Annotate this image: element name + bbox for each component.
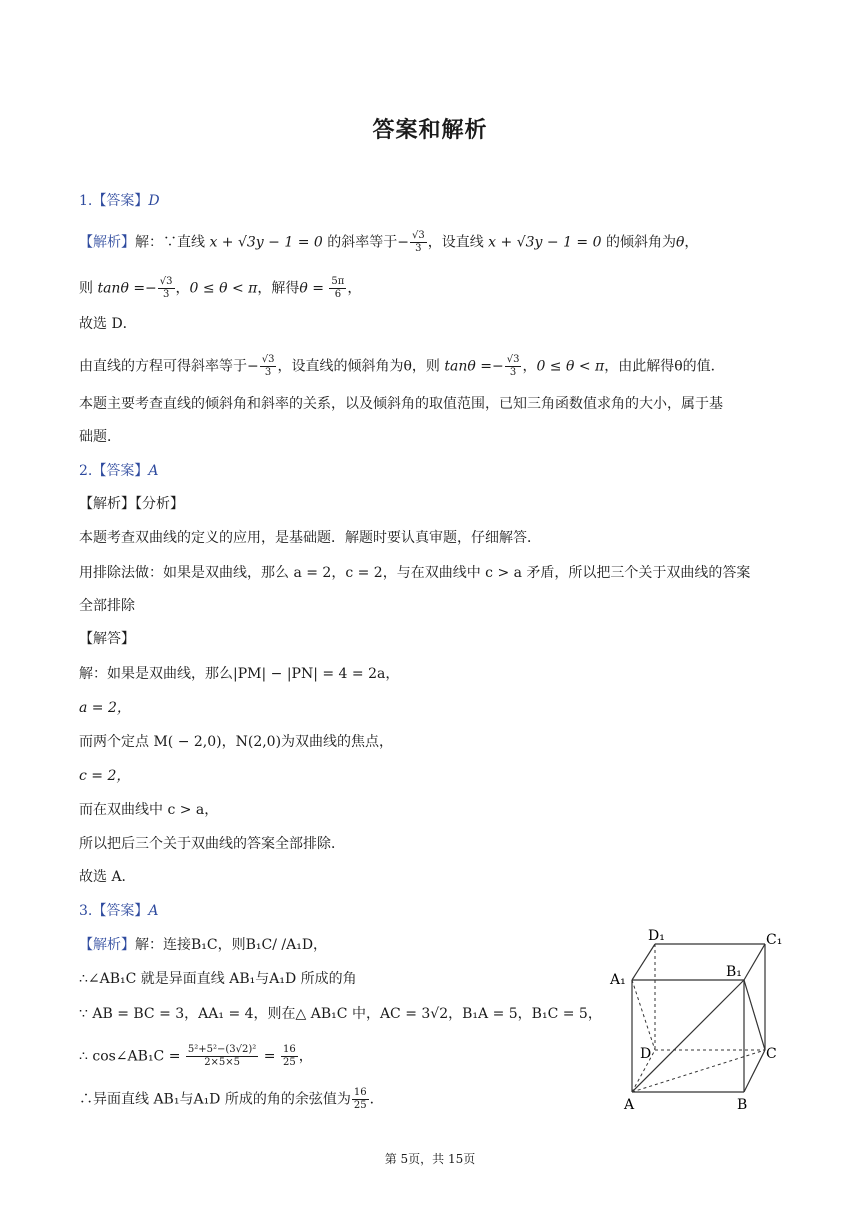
q1-tan: tanθ (444, 358, 476, 375)
q2-line8: 而两个定点 M( − 2,0)，N(2,0)为双曲线的焦点， (79, 734, 394, 750)
q3-jiexi-tag: 【解析】 (79, 937, 135, 953)
q3-answer: A (148, 903, 159, 919)
label-c1: C₁ (766, 932, 783, 948)
q1-answer-tag: 1.【答案】 (79, 193, 149, 209)
q1-jiexi-line1 (79, 230, 698, 255)
q1-theta: θ (299, 280, 308, 297)
label-a1: A₁ (610, 972, 626, 988)
q2-line3: 用排除法做：如果是双曲线，那么 a = 2，c = 2，与在双曲线中 c > a 矛盾，所以把三个关于双曲线的答案 (79, 565, 751, 581)
label-a: A (624, 1097, 635, 1113)
q3-answer-line (79, 901, 158, 921)
q3-answer-tag: 3.【答案】 (79, 903, 149, 919)
q3-line1 (79, 935, 327, 955)
q2-line5: 【解答】 (79, 631, 135, 647)
q1-text: ，设直线的倾斜角为θ，则 (277, 358, 445, 375)
q2-answer-line (79, 461, 158, 481)
q1-text: 的倾斜角为 (601, 234, 676, 251)
q2-answer-tag: 2.【答案】 (79, 463, 149, 479)
q1-line4 (79, 354, 725, 379)
q3-line3: ∵ AB = BC = 3，AA₁ = 4，则在△ AB₁C 中，AC = 3√2，B₁A = 5，B₁C = 5， (79, 1006, 602, 1022)
q1-text: 解：∵直线 (135, 234, 210, 251)
q3-result-fraction: $\frac{16}{25}$ (282, 1044, 296, 1068)
q2-line7: a = 2， (79, 700, 131, 716)
q1-text: ， (347, 280, 362, 297)
q1-text: 则 (79, 280, 98, 297)
q2-line10: 而在双曲线中 c > a， (79, 802, 219, 818)
q2-line12: 故选 A． (79, 869, 136, 885)
q3-line5 (79, 1087, 384, 1112)
q1-line3: 故选 D． (79, 316, 137, 332)
q2-line1: 【解析】【分析】 (79, 496, 184, 512)
q1-text: ， (522, 358, 537, 375)
q1-tan-fraction: $\frac{√3}{3}$ (159, 276, 173, 300)
q3-text: 解：连接B₁C，则B₁C/ /A₁D， (135, 937, 328, 953)
q1-jiexi-tag: 【解析】 (79, 234, 135, 251)
q2-line4: 全部排除 (79, 598, 135, 614)
q1-text: =− (128, 280, 157, 297)
q1-slope-fraction: $\frac{√3}{3}$ (261, 354, 275, 378)
q1-text: ，设直线 (427, 234, 489, 251)
q1-line5: 本题主要考查直线的倾斜角和斜率的关系，以及倾斜角的取值范围，已知三角函数值求角的大小，属于基 (79, 396, 723, 412)
q1-range: 0 ≤ θ < π (536, 358, 605, 375)
q3-final-fraction: $\frac{16}{25}$ (353, 1087, 367, 1111)
label-d1: D₁ (648, 928, 665, 944)
q1-slope-fraction: $\frac{√3}{3}$ (411, 230, 425, 254)
q1-text: ，由此解得θ的值． (604, 358, 725, 375)
q1-equation: x + √3y − 1 = 0 (209, 234, 323, 251)
q1-text: 的斜率等于− (322, 234, 409, 251)
q1-line6: 础题． (79, 429, 121, 445)
label-b1: B₁ (726, 964, 742, 980)
q1-text: = (307, 280, 329, 297)
q1-text: =− (475, 358, 504, 375)
q3-text: ， (298, 1048, 313, 1065)
label-d: D (640, 1046, 652, 1062)
page-footer: 第 5页，共 15页 (384, 1152, 476, 1166)
q3-text: ． (369, 1091, 384, 1108)
q1-tan-fraction: $\frac{√3}{3}$ (506, 354, 520, 378)
q3-cos-fraction: $\frac{\text{5²+5²−(3√2)²}}{2\times 5\times 5}$ (187, 1044, 257, 1068)
q1-equation: x + √3y − 1 = 0 (488, 234, 602, 251)
q1-theta: θ (675, 234, 685, 251)
q1-comma: ， (684, 234, 699, 251)
q2-line9: c = 2， (79, 768, 131, 784)
q3-text: = (259, 1048, 280, 1065)
q1-answer-fraction: $\frac{5\pi}{6}$ (331, 276, 345, 300)
q2-line6: 解：如果是双曲线，那么|PM| − |PN| = 4 = 2a， (79, 666, 400, 682)
q1-text: ， (175, 280, 190, 297)
q3-text: ∴异面直线 AB₁与A₁D 所成的角的余弦值为 (79, 1091, 351, 1108)
cube-figure (600, 922, 800, 1122)
label-b: B (737, 1097, 748, 1113)
page-title: 答案和解析 (372, 118, 488, 143)
q1-text: 由直线的方程可得斜率等于− (79, 358, 259, 375)
q1-answer-line (79, 191, 160, 211)
q2-line2: 本题考查双曲线的定义的应用，是基础题．解题时要认真审题，仔细解答． (79, 530, 541, 546)
q1-jiexi-line2 (79, 276, 361, 301)
q1-answer: D (148, 193, 160, 209)
label-c: C (766, 1046, 777, 1062)
q2-answer: A (148, 463, 159, 479)
q3-text: ∴ cos∠AB₁C = (79, 1048, 185, 1065)
q3-line2: ∴∠AB₁C 就是异面直线 AB₁与A₁D 所成的角 (79, 971, 357, 987)
q1-text: ，解得 (257, 280, 300, 297)
q2-line11: 所以把后三个关于双曲线的答案全部排除． (79, 836, 345, 852)
q1-tan: tanθ (97, 280, 129, 297)
q1-range: 0 ≤ θ < π (189, 280, 258, 297)
q3-line4 (79, 1044, 313, 1069)
